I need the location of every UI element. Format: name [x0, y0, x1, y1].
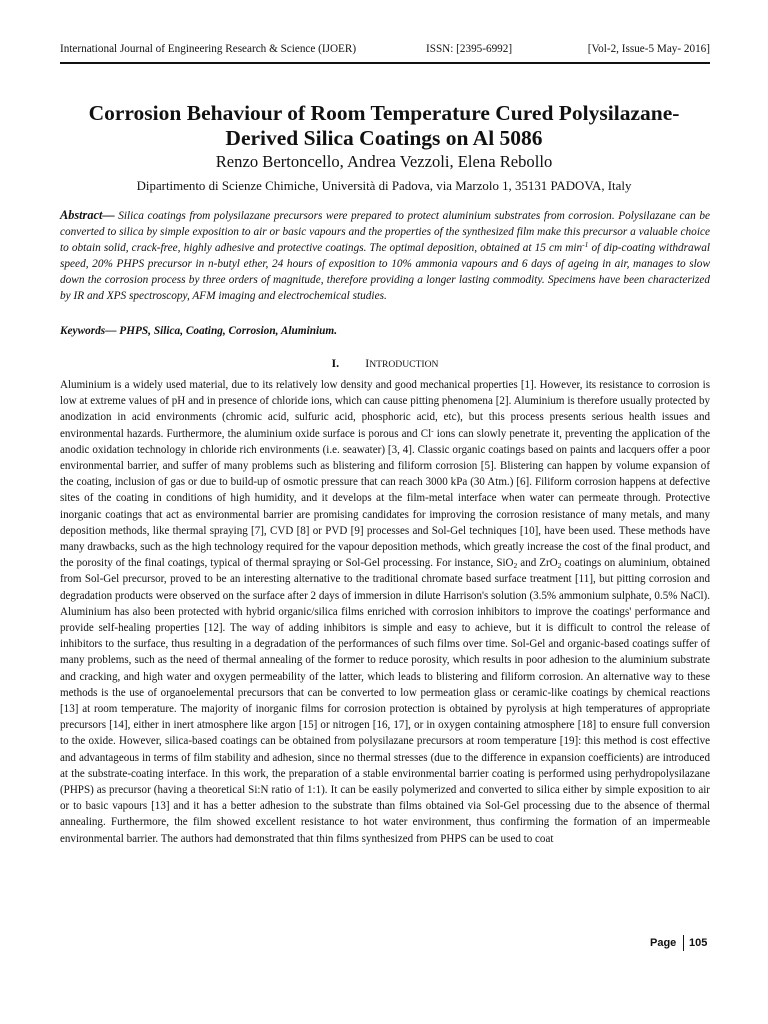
- section-title-rest: NTRODUCTION: [369, 359, 439, 370]
- journal-name: International Journal of Engineering Research & Science (IJOER): [60, 43, 357, 55]
- paper-title: [40, 101, 728, 151]
- title-line-1: Corrosion Behaviour of Room Temperature Cured Polysilazane-: [88, 101, 680, 125]
- author-list: Renzo Bertoncello, Andrea Vezzoli, Elena Rebollo: [215, 152, 553, 171]
- running-header: [60, 43, 710, 59]
- page-label: Page: [650, 937, 677, 949]
- body-run: coatings on aluminium, obtained from Sol-Gel precursor, proved to be an interesting alternative to the traditional chromate based surface treatment [11], but pitting corrosion and degradation products were observed on the surface after 2 days of immersion in dilute Harrison's solution (3.5% ammonium sulphate, 0.5% NaCl). Aluminium has also been protected with hybrid organic/silica films enriched with corrosion inhibitors to improve the coatings' performance and provide self-healing properties [12]. The way of adding inhibitors is simple and easy to achieve, but it is difficult to control the release of inhibitors to the surface, thus resulting in a degradation of the performances of such films over time. Sol-Gel and organic-based coatings suffer of many problems, such as the need of thermal annealing of the former to reduce porosity, which results in poor adhesion to the aluminium substrate and cracking, and high water and oxygen permeability of the latter, which leads to blistering and filiform corrosion. An alternative way to these methods is the use of organoelemental precursors that can be converted to low permeation glass or ceramic-like coatings by chemical reactions [13] at room temperature. The majority of inorganic films for corrosion protection is obtained by pyrolysis at high temperatures of appropriate precursors [14], either in inert atmosphere like argon [15] or nitrogen [16, 17], or in oxygen containing atmosphere [18] to ensure full conversion to the oxide. However, silica-based coatings can be obtained from polysilazane precursors at room temperature [19]: this method is cost effective and advantageous in terms of film stability and adhesion, since no thermal stresses (due to the difference in expansion coefficients) are introduced at the substrate-coating interface. In this work, the preparation of a stable environmental barrier coating is performed using perhydropolysilazane (PHPS) as precursor (having a theoretical Si:N ratio of 1:1). It can be easily polymerized and converted to silica either by simple exposition to air or to basic vapours [13] and it has a better adhesion to the substrate than films obtained via Sol-Gel processing due to the absence of thermal annealing. Furthermore, the film showed excellent resistance to hot water environment, thus confirming the formation of an impermeable environmental barrier. The authors had demonstrated that thin films synthesized from PHPS can be used to coat: [60, 557, 710, 845]
- section-title-initial: I: [365, 356, 370, 370]
- affiliation: Dipartimento di Scienze Chimiche, Università di Padova, via Marzolo 1, 35131 PADOVA, Italy: [136, 179, 632, 193]
- page-footer: [640, 935, 720, 953]
- body-paragraph: [60, 377, 710, 847]
- body-subscript: 2: [513, 561, 518, 571]
- section-number: I.: [331, 356, 340, 370]
- abstract: [60, 208, 710, 304]
- volume-issue: [Vol-2, Issue-5 May- 2016]: [587, 43, 710, 55]
- introduction-body: [60, 377, 710, 924]
- abstract-text-b: of dip-coating withdrawal speed, 20% PHPS precursor in n-butyl ether, 24 hours of exposition to 10% ammonia vapours and 6 days of ageing in air, manages to slow down the corrosion process by three orders of magnitude, therefore providing a longer lasting commodity. Specimens have been characterized by IR and XPS spectroscopy, AFM imaging and electrochemical studies.: [60, 241, 711, 302]
- page-number: 105: [689, 937, 708, 949]
- abstract-label: Abstract—: [60, 208, 115, 222]
- page-separator: [683, 935, 684, 951]
- issn: ISSN: [2395-6992]: [426, 43, 513, 55]
- section-heading: [60, 355, 710, 373]
- body-run: and ZrO: [517, 557, 558, 570]
- body-superscript: -: [431, 425, 434, 435]
- body-run: ions can slowly penetrate it, preventing the application of the anodic oxidation technology in chloride rich environments (i.e. seawater) [3, 4]. Classic organic coatings based on paints and lacquers offer a poor environmental barrier, and suffer of many problems such as blistering and filiform corrosion [5]. Blistering can happen by volume expansion of the coating, inclusion of gas or due to build-up of osmotic pressure that can reach 3000 kPa (30 Atm.) [6]. Filiform corrosion happens at defective sites of the coating in conditions of high humidity, and it develops at the film-metal interface when water can permeate through. Protective inorganic coatings that act as environmental barrier are promising candidates for improving the corrosion resistance of many metals, and many deposition methods, like thermal spraying [7], CVD [8] or PVD [9] processes and Sol-Gel techniques [10], have been used. These methods have many drawbacks, such as the high technology required for the vapour deposition methods, which greatly increase the cost of the final product, and the porosity of the final coatings, typical of thermal spraying or Sol-Gel processing. For instance, SiO: [60, 427, 710, 570]
- header-rule: [60, 62, 710, 64]
- body-run: Aluminium is a widely used material, due to its relatively low density and good mechanical properties [1]. However, its resistance to corrosion is low at extreme values of pH and in presence of chloride ions, which can cause pitting phenomena [2]. Aluminium is therefore usually protected by anodization in acid environments (chromic acid, sulfuric acid, phosphoric acid, etc), but this process presents serious health issues and environmental hazards. Furthermore, the aluminium oxide surface is porous and Cl: [60, 379, 710, 440]
- title-line-2: Derived Silica Coatings on Al 5086: [225, 126, 543, 150]
- abstract-text-a: Silica coatings from polysilazane precursors were prepared to protect aluminium substrates from corrosion. Polysilazane can be converted to silica by simple exposition to air or basic vapours and the properties of the synthesized film make this precursor a valuable choice to obtain solid, crack-free, highly adhesive and protective coatings. The optimal deposition, obtained at 15 cm min: [60, 210, 710, 254]
- abstract-superscript: -1: [582, 239, 589, 249]
- keywords: Keywords— PHPS, Silica, Coating, Corrosion, Aluminium.: [60, 325, 338, 337]
- body-subscript: 2: [557, 561, 562, 571]
